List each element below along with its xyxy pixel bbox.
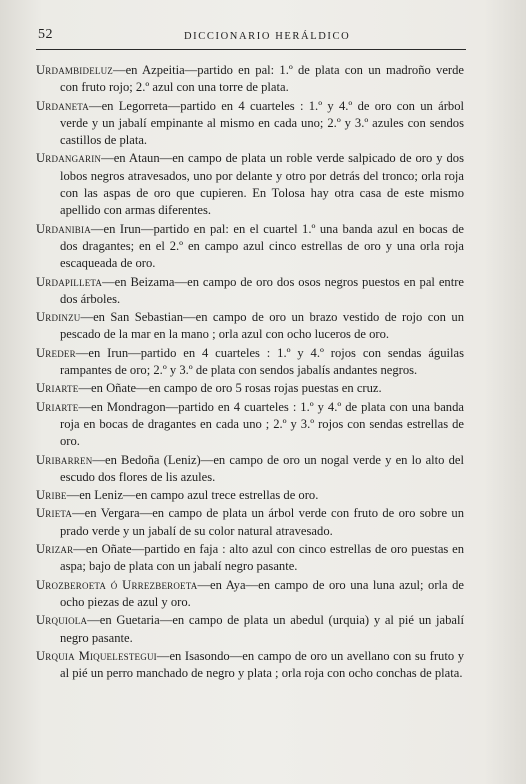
entry-text: —en San Sebastian—en campo de oro un brazo vestido de rojo con un pescado de la mar en la mano ; orla azul con ocho luceros de oro. <box>60 310 464 342</box>
entry-headword: Urdapilleta <box>36 274 103 289</box>
entry-text: —en Beizama—en campo de oro dos osos negros puestos en pal entre dos árboles. <box>60 274 464 306</box>
entry <box>36 399 464 451</box>
entry-headword: Urizar <box>36 542 74 557</box>
entry <box>36 577 464 612</box>
entry-text: —en Isasondo—en campo de oro un avellano con su fruto y al pié un perro manchado de negro y plata ; orla roja con ocho conchas de plata. <box>60 648 464 681</box>
running-title: DICCIONARIO HERÁLDICO <box>184 31 351 42</box>
dictionary-body <box>36 62 464 683</box>
entry <box>36 380 464 397</box>
page-number: 52 <box>38 27 53 42</box>
entry-text: —en Guetaria—en campo de plata un abedul (urquia) y al pié un jabalí negro pasante. <box>60 613 464 645</box>
entry-headword: Urozberoeta ó Urrezberoeta <box>36 577 198 592</box>
entry <box>36 612 464 647</box>
entry <box>36 505 464 540</box>
entry-headword: Urdambideluz <box>36 63 113 77</box>
entry <box>36 345 464 380</box>
entry-text: —en Leniz—en campo azul trece estrellas de oro. <box>66 488 319 503</box>
entry-headword: Ureder <box>36 345 76 360</box>
entry-headword: Urdinzu <box>36 310 81 325</box>
entry <box>36 487 464 504</box>
entry-headword: Uribarren <box>36 452 93 467</box>
entry-text: —en Aya—en campo de oro una luna azul; orla de ocho piezas de azul y oro. <box>60 577 464 609</box>
entry-text: —en Azpeitia—partido en pal: 1.º de plata con un madroño verde con fruto rojo; 2.º azul con una torre de plata. <box>60 63 464 95</box>
entry-headword: Urdanibia <box>36 221 91 236</box>
entry-headword: Urquia Miquelestegui <box>36 648 157 663</box>
entry <box>36 62 464 97</box>
entry <box>36 452 464 487</box>
page-header <box>36 27 466 50</box>
entry-headword: Urquiola <box>36 613 88 628</box>
entry-text: —en Irun—partido en pal: en el cuartel 1.º una banda azul en bocas de dos dragantes; en el 2.º en campo azul cinco estrellas de oro y una orla roja escaqueada de oro. <box>60 221 464 271</box>
entry <box>36 221 464 273</box>
entry-text: —en Oñate—partido en faja : alto azul con cinco estrellas de oro puestas en aspa; bajo de plata con un jabalí negro pasante. <box>60 542 464 574</box>
entry <box>36 274 464 309</box>
entry <box>36 648 464 683</box>
entry-text: —en Oñate—en campo de oro 5 rosas rojas puestas en cruz. <box>78 381 382 396</box>
entry <box>36 309 464 344</box>
entry-headword: Urieta <box>36 506 73 521</box>
entry-text: —en Legorreta—partido en 4 cuarteles : 1.º y 4.º de oro con un árbol verde y un jabalí empinante al mismo en cada uno; 2.º y 3.º azules con sendos castillos de plata. <box>60 98 464 148</box>
entry-text: —en Irun—partido en 4 cuarteles : 1.º y 4.º rojos con sendas águilas rampantes de oro; 2.º y 3.º de plata con sendos jabalís andantes negros. <box>60 345 464 378</box>
entry-headword: Urdangarin <box>36 151 102 166</box>
entry-headword: Urdaneta <box>36 98 89 113</box>
entry <box>36 98 464 150</box>
entry-text: —en Bedoña (Leniz)—en campo de oro un nogal verde y en lo alto del escudo dos flores de lis azules. <box>60 452 464 484</box>
entry <box>36 150 464 219</box>
entry-text: —en Ataun—en campo de plata un roble verde salpicado de oro y dos lobos negros atravesados, uno por delante y otro por detrás del tronco; orla roja con las aspas de oro que cupieren. En Tolosa hay otra casa de este mismo apellido con armas diferentes. <box>60 151 464 218</box>
entry-text: —en Mondragon—partido en 4 cuarteles : 1.º y 4.º de plata con una banda roja en bocas de dragantes en cada uno ; 2.º y 3.º rojos con sendas estrellas de oro. <box>60 399 464 449</box>
entry-text: —en Vergara—en campo de plata un árbol verde con fruto de oro sobre un prado verde y un jabalí de su color natural atravesado. <box>60 506 464 538</box>
entry-headword: Uriarte <box>36 381 79 396</box>
entry-headword: Uribe <box>36 488 67 503</box>
entry <box>36 541 464 576</box>
entry-headword: Uriarte <box>36 399 79 414</box>
